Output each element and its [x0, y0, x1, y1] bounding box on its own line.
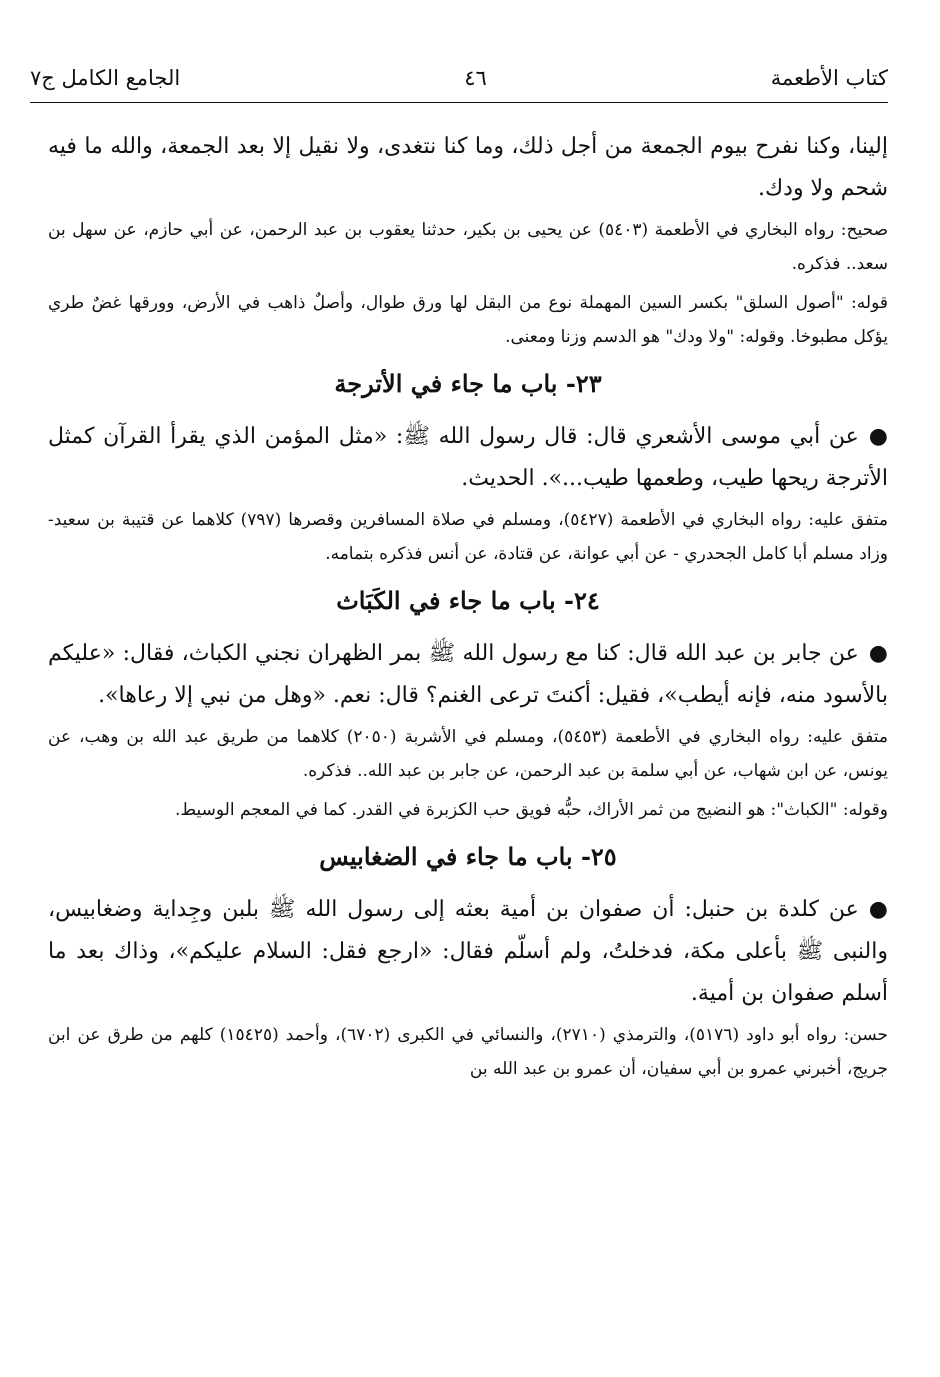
- header-divider: [30, 102, 888, 103]
- book-title: كتاب الأطعمة: [770, 66, 888, 90]
- collection-title: الجامع الكامل ج٧: [30, 66, 181, 90]
- chapter-25-hadith: [48, 889, 888, 1015]
- bullet-dot-icon: ●: [868, 641, 888, 666]
- bullet-dot-icon: ●: [868, 424, 888, 449]
- chapter-24-title: ٢٤- باب ما جاء في الكَبَاث: [336, 586, 600, 615]
- page-content: [48, 126, 888, 1091]
- intro-grading-note: صحيح: رواه البخاري في الأطعمة (٥٤٠٣) عن يحيى بن بكير، حدثنا يعقوب بن عبد الرحمن، عن أبي حازم، عن سهل بن سعد.. فذكره.: [48, 220, 889, 274]
- chapter-25-takhrij: حسن: رواه أبو داود (٥١٧٦)، والترمذي (٢٧١٠)، والنسائي في الكبرى (٦٧٠٢)، وأحمد (١٥٤٢٥) كلهم من طرق عن ابن جريج، أخبرني عمرو بن أبي سفيان، أن عمرو بن عبد الله بن: [48, 1025, 888, 1079]
- page-number: ٤٦: [464, 66, 487, 90]
- chapter-23-hadith-text: عن أبي موسى الأشعري قال: قال رسول الله ﷺ: «مثل المؤمن الذي يقرأ القرآن كمثل الأترجة ريحها طيب، وطعمها طيب...». الحديث.: [48, 424, 888, 491]
- chapter-24-explanation: وقوله: "الكباث": هو النضيج من ثمر الأراك، حبُّه فويق حب الكزبرة في القدر. كما في المعجم الوسيط.: [174, 800, 888, 820]
- bullet-dot-icon: ●: [868, 897, 888, 922]
- chapter-23-title: ٢٣- باب ما جاء في الأترجة: [334, 369, 602, 398]
- chapter-24-hadith: [48, 633, 888, 717]
- intro-hadith-text: إلينا، وكنا نفرح بيوم الجمعة من أجل ذلك، وما كنا نتغدى، ولا نقيل إلا بعد الجمعة، والله ما فيه شحم ولا ودك.: [48, 134, 888, 201]
- chapter-25-title: ٢٥- باب ما جاء في الضغابيس: [319, 842, 617, 871]
- chapter-25-hadith-text: عن كلدة بن حنبل: أن صفوان بن أمية بعثه إلى رسول الله ﷺ بلبن وجِداية وضغابيس، والنبى ﷺ بأعلى مكة، فدخلتُ، ولم أسلّم فقال: «ارجع فقل: السلام عليكم»، وذاك بعد ما أسلم صفوان بن أمية.: [48, 897, 888, 1006]
- chapter-23-hadith: [48, 416, 888, 500]
- intro-explanation-note: قوله: "أصول السلق" بكسر السين المهملة نوع من البقل لها ورق طوال، وأصلٌ ذاهب في الأرض، وورقها غضٌ طري يؤكل مطبوخا. وقوله: "ولا ودك" هو الدسم وزنا ومعنى.: [48, 293, 888, 347]
- page-header: [30, 58, 888, 92]
- chapter-24-takhrij: متفق عليه: رواه البخاري في الأطعمة (٥٤٥٣)، ومسلم في الأشربة (٢٠٥٠) كلاهما من طريق عبد الله بن وهب، عن يونس، عن ابن شهاب، عن أبي سلمة بن عبد الرحمن، عن جابر بن عبد الله.. فذكره.: [48, 727, 888, 781]
- chapter-24-hadith-text: عن جابر بن عبد الله قال: كنا مع رسول الله ﷺ بمر الظهران نجني الكباث، فقال: «عليكم بالأسود منه، فإنه أيطب»، فقيل: أكنتَ ترعى الغنم؟ قال: نعم. «وهل من نبي إلا رعاها».: [48, 641, 888, 708]
- chapter-23-takhrij: متفق عليه: رواه البخاري في الأطعمة (٥٤٢٧)، ومسلم في صلاة المسافرين وقصرها (٧٩٧) كلاهما عن قتيبة بن سعيد- وزاد مسلم أبا كامل الجحدري - عن أبي عوانة، عن قتادة، عن أنس فذكره بتمامه.: [48, 510, 888, 564]
